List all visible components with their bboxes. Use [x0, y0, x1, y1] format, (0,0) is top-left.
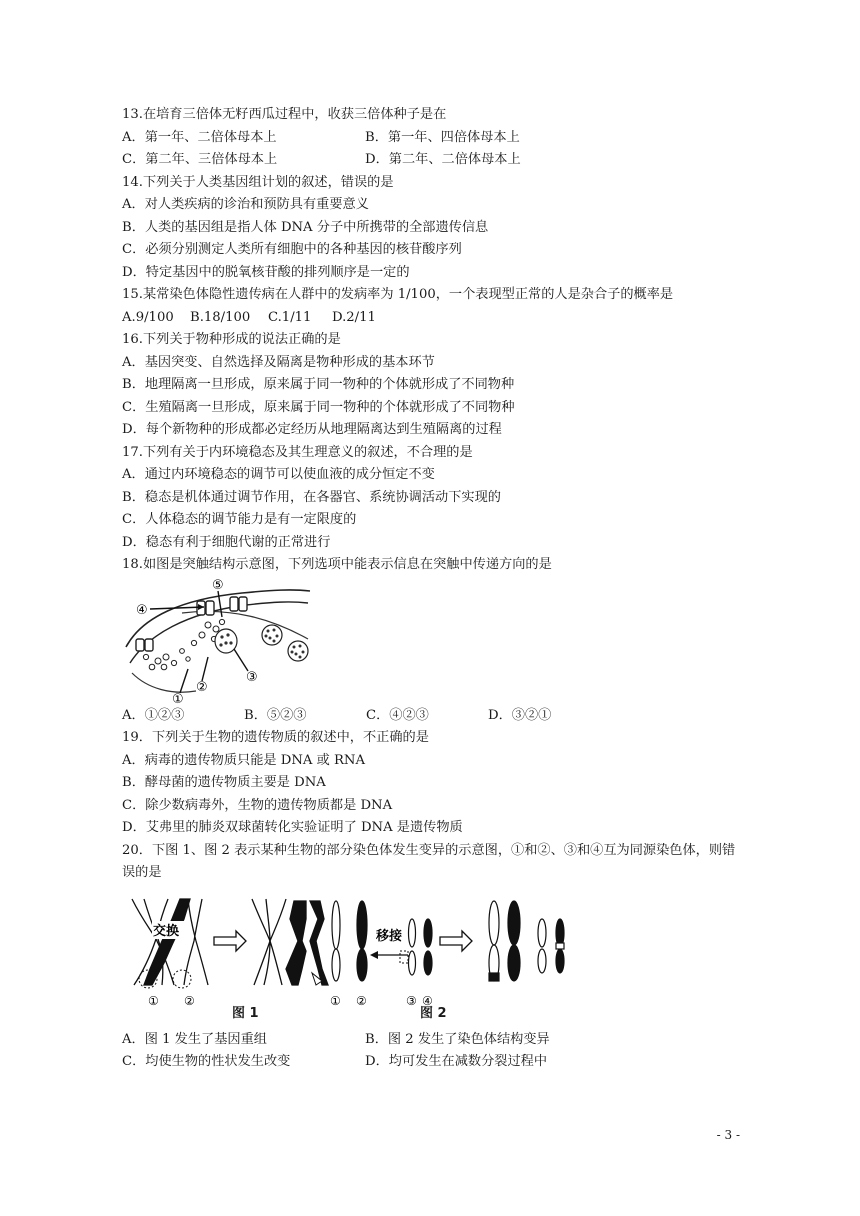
q14-option-c: C．必须分别测定人类所有细胞中的各种基因的核苷酸序列 [122, 242, 462, 257]
q19-option-a: A．病毒的遗传物质只能是 DNA 或 RNA [122, 752, 365, 768]
q17-option-d: D．稳态有利于细胞代谢的正常进行 [122, 534, 331, 550]
q17-option-b: B．稳态是机体通过调节作用，在各器官、系统协调活动下实现的 [122, 489, 501, 505]
q13-options-row2 [122, 149, 742, 172]
fig2-caption: 图 2 [420, 1005, 447, 1021]
fig1-num-2: ② [184, 993, 195, 1007]
q20-options-row2 [122, 1051, 742, 1074]
q17-stem: 17.下列有关于内环境稳态及其生理意义的叙述，不合理的是 [122, 444, 473, 460]
q18-option-c: C．④②③ [366, 707, 429, 723]
q20-option-b: B．图 2 发生了染色体结构变异 [365, 1031, 550, 1047]
q17-option-c: C．人体稳态的调节能力是有一定限度的 [122, 512, 357, 527]
q15-options [122, 307, 742, 330]
q18-options [122, 705, 742, 728]
synapse-diagram [122, 577, 342, 705]
q20-option-a: A．图 1 发生了基因重组 [122, 1031, 267, 1047]
q16-option-a: A．基因突变、自然选择及隔离是物种形成的基本环节 [122, 354, 435, 370]
q20-option-d: D．均可发生在减数分裂过程中 [365, 1054, 548, 1069]
fig1-exchange-label: 交换 [153, 923, 180, 939]
synapse-label-5: ⑤ [212, 577, 224, 593]
q13-options-row1 [122, 127, 742, 150]
q19-option-d: D．艾弗里的肺炎双球菌转化实验证明了 DNA 是遗传物质 [122, 820, 463, 835]
q19-stem: 19．下列关于生物的遗传物质的叙述中，不正确的是 [122, 730, 429, 745]
q15-stem: 15.某常染色体隐性遗传病在人群中的发病率为 1/100，一个表现型正常的人是杂合子的概率是 [122, 287, 674, 302]
q15-option-b: B.18/100 [190, 309, 251, 325]
fig1-num-1: ① [148, 993, 159, 1007]
q18-stem: 18.如图是突触结构示意图，下列选项中能表示信息在突触中传递方向的是 [122, 557, 552, 572]
synapse-label-2: ② [196, 679, 208, 695]
q13-option-c: C．第二年、三倍体母本上 [122, 152, 278, 167]
q15-option-d: D.2/11 [332, 309, 376, 325]
q18-option-b: B．⑤②③ [244, 707, 307, 723]
q16-option-c: C．生殖隔离一旦形成，原来属于同一物种的个体就形成了不同物种 [122, 399, 515, 415]
q14-option-b: B．人类的基因组是指人体 DNA 分子中所携带的全部遗传信息 [122, 219, 489, 235]
figure-captions [122, 1005, 742, 1029]
q16-option-b: B．地理隔离一旦形成，原来属于同一物种的个体就形成了不同物种 [122, 377, 515, 392]
synapse-label-4: ④ [136, 602, 148, 618]
synapse-label-3: ③ [246, 669, 258, 685]
fig2-num-3: ③ [406, 993, 417, 1007]
q16-option-d: D．每个新物种的形成都必定经历从地理隔离达到生殖隔离的过程 [122, 422, 502, 437]
chromosome-figure [122, 889, 742, 1009]
chromosome-diagram [122, 889, 582, 1007]
q13-option-b: B．第一年、四倍体母本上 [365, 129, 520, 145]
q14-option-d: D．特定基因中的脱氧核苷酸的排列顺序是一定的 [122, 264, 410, 280]
q18-option-a: A．①②③ [122, 707, 185, 723]
q13-option-d: D．第二年、二倍体母本上 [365, 152, 521, 167]
fig2-num-2: ② [356, 993, 367, 1007]
q14-stem: 14.下列关于人类基因组计划的叙述，错误的是 [122, 174, 394, 190]
q17-option-a: A．通过内环境稳态的调节可以使血液的成分恒定不变 [122, 467, 435, 482]
q19-option-c: C．除少数病毒外，生物的遗传物质都是 DNA [122, 797, 393, 813]
q19-option-b: B．酵母菌的遗传物质主要是 DNA [122, 775, 326, 790]
q14-option-a: A．对人类疾病的诊治和预防具有重要意义 [122, 197, 369, 212]
q13-stem: 13.在培育三倍体无籽西瓜过程中，收获三倍体种子是在 [122, 107, 447, 122]
q15-option-c: C.1/11 [268, 309, 312, 325]
q20-options-row1 [122, 1029, 742, 1052]
synapse-figure [122, 577, 742, 705]
fig2-num-4: ④ [422, 993, 433, 1007]
fig2-translocation-label: 移接 [376, 928, 403, 944]
fig1-caption: 图 1 [232, 1005, 259, 1021]
q16-stem: 16.下列关于物种形成的说法正确的是 [122, 332, 341, 347]
q18-option-d: D．③②① [488, 707, 552, 723]
q15-option-a: A.9/100 [122, 309, 174, 325]
synapse-label-1: ① [172, 691, 184, 705]
q20-stem: 20．下图 1、图 2 表示某种生物的部分染色体发生变异的示意图，①和②、③和④互为同源染色体，则错误的是 [122, 842, 736, 880]
question-list [122, 104, 742, 1074]
q20-option-c: C．均使生物的性状发生改变 [122, 1054, 291, 1069]
fig2-num-1: ① [330, 993, 341, 1007]
q13-option-a: A．第一年、二倍体母本上 [122, 129, 277, 145]
page-number: - 3 - [716, 1128, 740, 1142]
